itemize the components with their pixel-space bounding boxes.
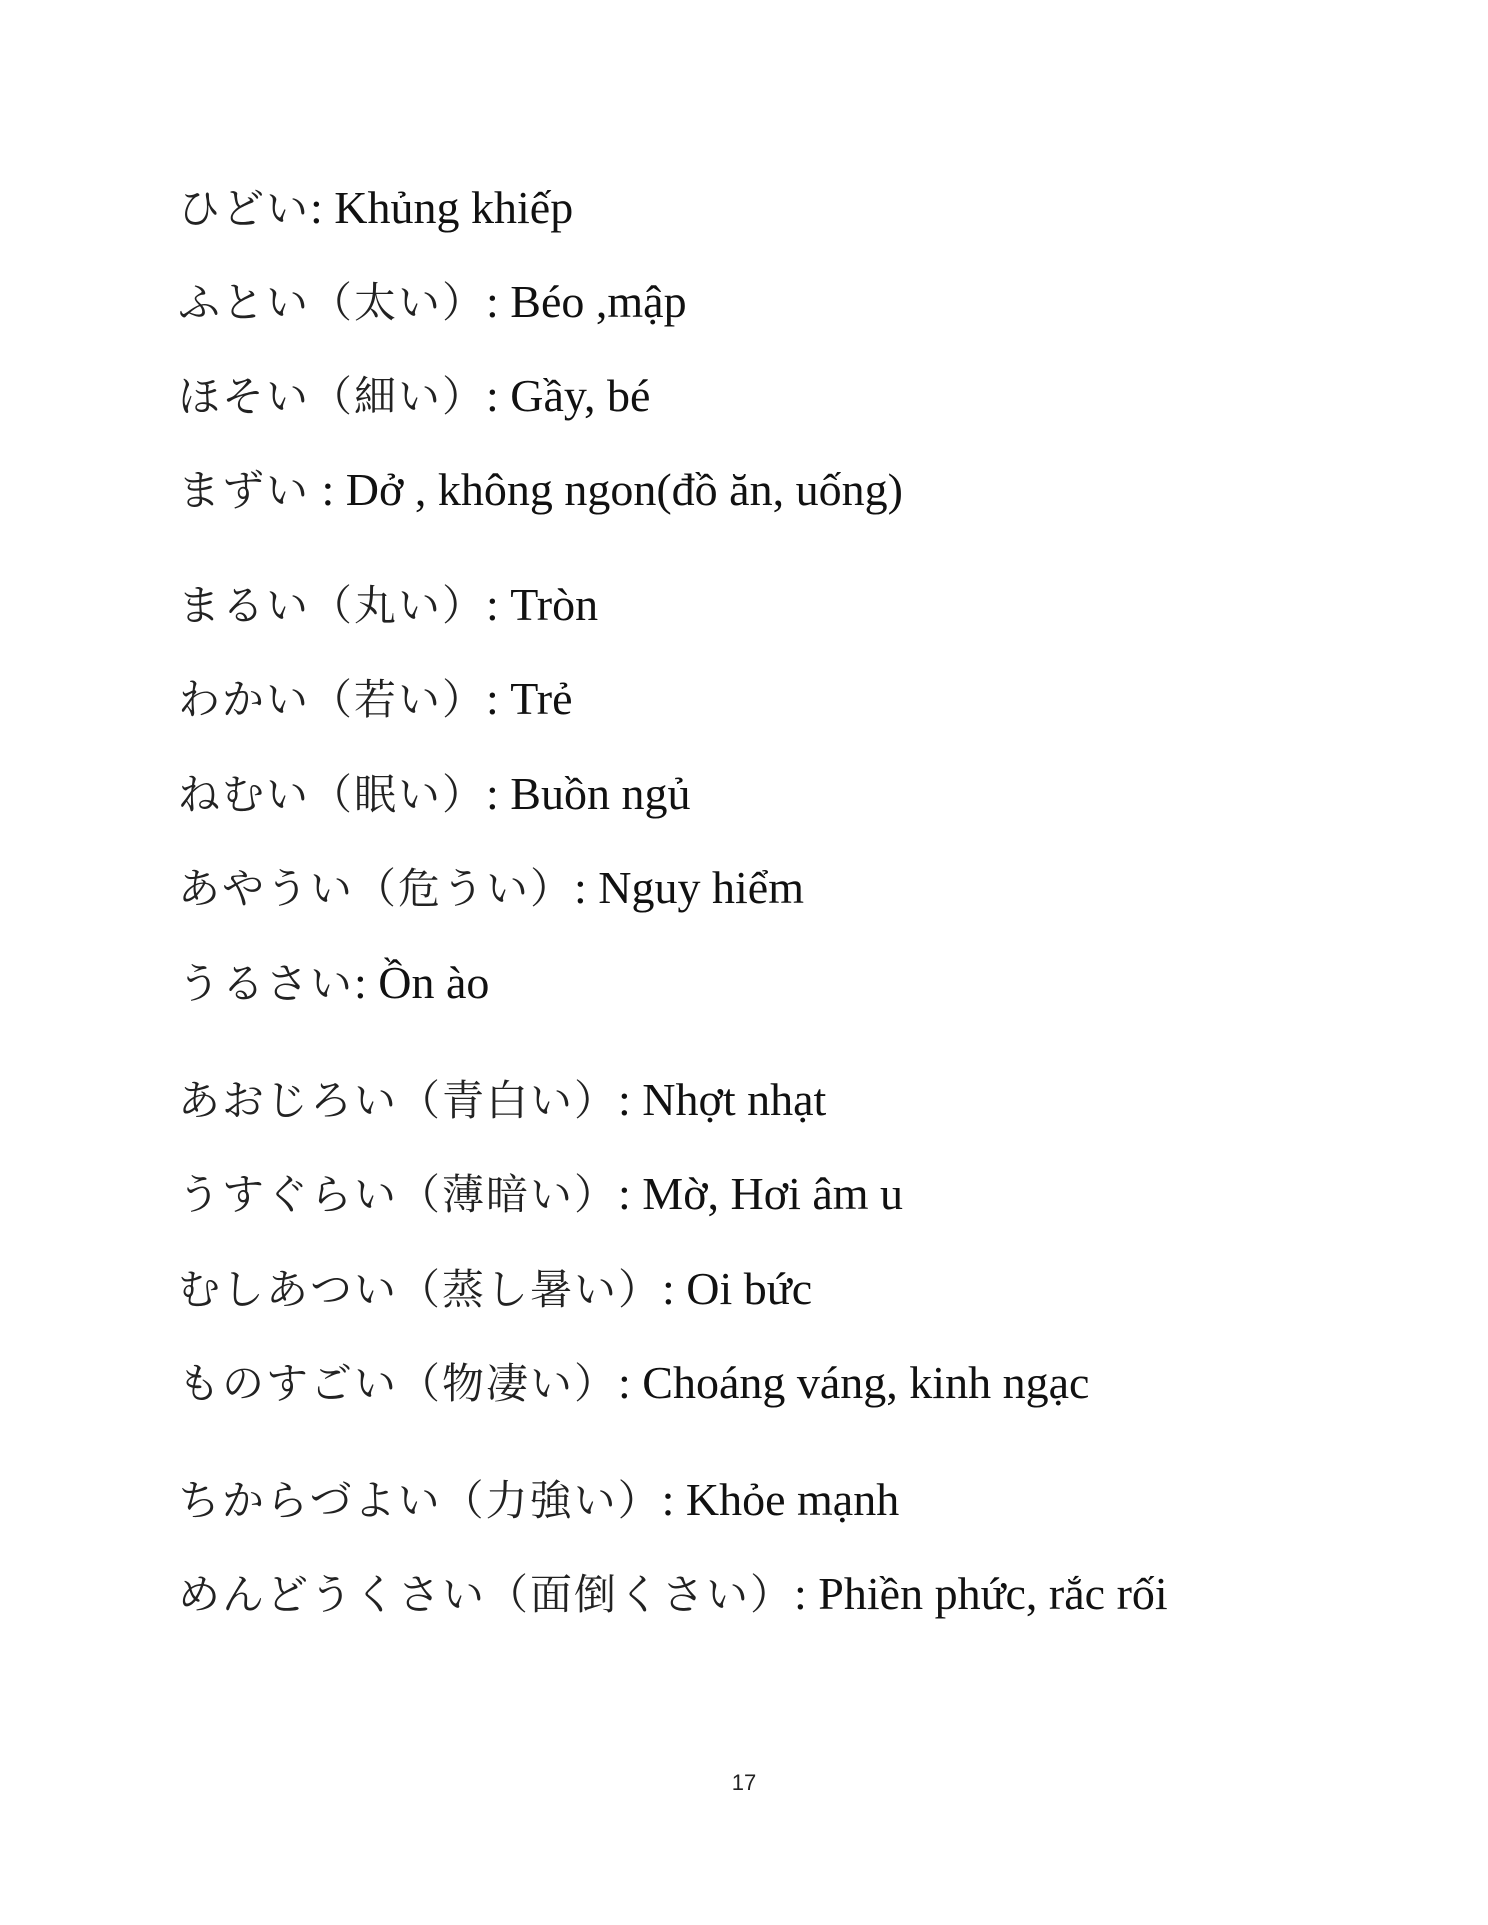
japanese-term: まずい — [178, 466, 311, 515]
vocab-entry-11 — [178, 1164, 903, 1224]
vietnamese-meaning: : Ồn ào — [354, 957, 490, 1008]
vocab-entry-14 — [178, 1470, 899, 1530]
page-number: 17 — [731, 1770, 757, 1795]
vocab-entry-8 — [178, 858, 804, 918]
vocab-entry-1 — [178, 178, 573, 238]
vietnamese-meaning: : Béo ,mập — [486, 276, 687, 327]
japanese-term: ふとい（太い） — [178, 278, 487, 327]
japanese-term: あおじろい（青白い） — [178, 1076, 619, 1125]
vietnamese-meaning: : Buồn ngủ — [486, 768, 691, 819]
vietnamese-meaning: : Tròn — [486, 579, 599, 630]
japanese-term: ひどい — [178, 184, 311, 233]
japanese-term: ものすごい（物凄い） — [178, 1359, 619, 1408]
vocab-entry-10 — [178, 1070, 826, 1130]
vocab-entry-12 — [178, 1259, 812, 1319]
japanese-term: ほそい（細い） — [178, 372, 487, 421]
japanese-term: わかい（若い） — [178, 675, 487, 724]
japanese-term: ねむい（眠い） — [178, 770, 487, 819]
vocab-entry-3 — [178, 366, 650, 426]
vietnamese-meaning: : Oi bức — [662, 1263, 813, 1314]
japanese-term: むしあつい（蒸し暑い） — [178, 1265, 663, 1314]
japanese-term: あやうい（危うい） — [178, 864, 575, 913]
vietnamese-meaning: : Dở , không ngon(đồ ăn, uống) — [310, 464, 903, 515]
vocab-entry-6 — [178, 669, 573, 729]
vietnamese-meaning: : Nguy hiểm — [574, 862, 804, 913]
japanese-term: ちからづよい（力強い） — [178, 1476, 662, 1525]
vocab-entry-15 — [178, 1564, 1168, 1624]
vietnamese-meaning: : Mờ, Hơi âm u — [618, 1168, 904, 1219]
japanese-term: まるい（丸い） — [178, 581, 487, 630]
vocab-entry-4 — [178, 460, 903, 520]
vietnamese-meaning: : Gầy, bé — [486, 370, 651, 421]
japanese-term: めんどうくさい（面倒くさい） — [178, 1570, 795, 1619]
vietnamese-meaning: : Phiền phức, rắc rối — [794, 1568, 1168, 1619]
japanese-term: うすぐらい（薄暗い） — [178, 1170, 619, 1219]
vocab-entry-13 — [178, 1353, 1089, 1413]
vocab-entry-5 — [178, 575, 598, 635]
vietnamese-meaning: : Khủng khiếp — [310, 182, 574, 233]
vietnamese-meaning: : Choáng váng, kinh ngạc — [618, 1357, 1090, 1408]
vietnamese-meaning: : Trẻ — [486, 673, 573, 724]
japanese-term: うるさい — [178, 959, 355, 1008]
vocab-entry-7 — [178, 764, 690, 824]
vietnamese-meaning: : Khỏe mạnh — [661, 1474, 900, 1525]
vocab-entry-2 — [178, 272, 687, 332]
vocab-entry-9 — [178, 953, 489, 1013]
vietnamese-meaning: : Nhợt nhạt — [618, 1074, 827, 1125]
